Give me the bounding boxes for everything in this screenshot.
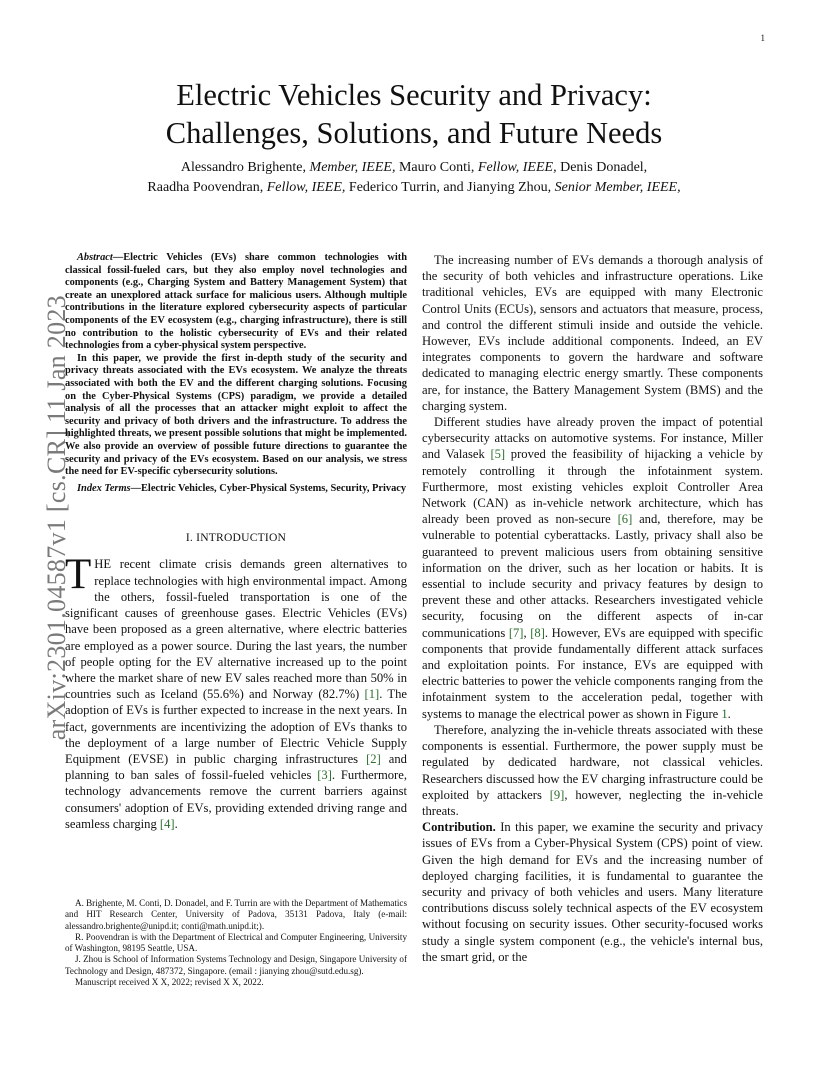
paper-title bbox=[100, 76, 728, 152]
author-conti: Mauro Conti, bbox=[395, 160, 478, 175]
author-brighente: Alessandro Brighente, bbox=[180, 160, 310, 175]
footnote-affiliation-2: R. Poovendran is with the Department of Electrical and Computer Engineering, University of Washington, 98195 Seattle, USA. bbox=[65, 931, 407, 954]
footnote-affiliation-3: J. Zhou is School of Information Systems Technology and Design, Singapore University of Technology and Design, 487372, Singapore. (email : jianying zhou@sutd.edu.sg). bbox=[65, 954, 407, 976]
intro-paragraph-1: THE recent climate crisis demands green alternatives to replace technologies with high environmental impact. Among the others, fossil-fueled transportation is one of the significant causes of greenhouse gases. Electric Vehicles (EVs) have been proposed as a green alternative, where electric batteries are employed as a power source. During the last years, the number of people opting for the EV alternative increased up to the point where the market share of new EV sales reached more than 50% in countries such as Iceland (55.6%) and Norway (82.7%) [1]. The adoption of EVs is further expected to increase in the next years. In fact, governments are incentivizing the adoption of EVs thanks to the deployment of a large number of Electric Vehicle Supply Equipment (EVSE) in public charging infrastructures [2] and planning to ban sales of fossil-fueled vehicles [3]. Furthermore, technology advancements remove the current barriers against consumers' adoption of EVs, providing extended driving range and seamless charging [4]. bbox=[65, 551, 407, 831]
page-number: 1 bbox=[760, 33, 765, 43]
intro-paragraph-3: Different studies have already proven the impact of potential cybersecurity attacks on automotive systems. For instance, Miller and Valasek [5] proved the feasibility of hijacking a vehicle by remotely controlling it through the infotainment system. Furthermore, most existing vehicles exploit Controller Area Network (CAN) as in-vehicle network architecture, which has already been proved as non-secure [6] and, therefore, may be vulnerable to potential cyberattacks. Lastly, privacy shall also be guaranteed to prevent malicious users from obtaining sensitive information on the driver, such as her location or habits. It is essential to include security and privacy features by design to prevent these and other attacks. Researchers investigated vehicle security, focusing on the different aspects of in-car communications [7], [8]. However, EVs are equipped with specific components that provide fundamentally different attack surfaces and exploitation points. For instance, EVs are equipped with electric batteries to power the vehicle components ranging from the infotainment system to the acceleration pedal, together with systems to manage the electrical power as shown in Figure 1. bbox=[422, 415, 763, 721]
title-line-2: Challenges, Solutions, and Future Needs bbox=[165, 116, 663, 150]
intro-paragraph-4: Therefore, analyzing the in-vehicle threats associated with these components is essential. Furthermore, the power supply must be regulated by dedicated hardware, not classical vehicles. Researchers discussed how the EV charging infrastructure could be exploited by attackers [9], however, neglecting the in-vehicle threats. bbox=[422, 722, 764, 818]
citation-link[interactable]: [2] bbox=[366, 751, 381, 766]
author-role: Senior Member, IEEE, bbox=[554, 180, 681, 195]
right-column bbox=[422, 252, 763, 965]
title-line-1: Electric Vehicles Security and Privacy: bbox=[176, 78, 652, 112]
author-poovendran: Raadha Poovendran, bbox=[147, 180, 267, 195]
abstract bbox=[65, 252, 407, 479]
left-column bbox=[65, 252, 407, 832]
citation-link[interactable]: [9] bbox=[549, 787, 565, 802]
drop-cap: T bbox=[65, 551, 92, 599]
citation-link[interactable]: [4] bbox=[159, 816, 175, 831]
section-heading-introduction: I. INTRODUCTION bbox=[185, 531, 287, 545]
footnotes bbox=[65, 898, 407, 988]
footnote-affiliation-1: A. Brighente, M. Conti, D. Donadel, and F. Turrin are with the Department of Mathematics and HIT Research Center, University of Padova, 35131 Padova, Italy (e-mail: alessandro.brighente@unipd.it; conti@math.unipd.it;). bbox=[65, 898, 407, 931]
contribution-label: Contribution. bbox=[422, 820, 496, 835]
index-terms-label: Index Terms bbox=[77, 482, 131, 494]
citation-link[interactable]: [8] bbox=[530, 625, 545, 640]
citation-link[interactable]: [1] bbox=[364, 687, 380, 702]
intro-paragraph-2: The increasing number of EVs demands a thorough analysis of the security of both vehicles and infrastructure operations. Like traditional vehicles, EVs are equipped with many Electronic Control Units (ECUs), sensors and actuators that measure, process, and control the different stimuli inside and outside the vehicle. However, EVs include additional components. Indeed, an EV integrates components to govern the hardware and software dedicated to managing electric energy smartly. These components are, for instance, the Battery Management System (BMS) and the charging system. bbox=[422, 253, 763, 413]
citation-link[interactable]: [3] bbox=[317, 768, 332, 783]
author-list bbox=[80, 158, 748, 198]
author-role: Fellow, IEEE, bbox=[266, 180, 346, 195]
citation-link[interactable]: [7] bbox=[508, 625, 524, 640]
author-donadel: Denis Donadel, bbox=[556, 160, 648, 175]
citation-link[interactable]: [6] bbox=[617, 512, 633, 527]
figure-link[interactable]: 1 bbox=[721, 706, 728, 721]
author-role: Member, IEEE, bbox=[309, 160, 396, 175]
abstract-paragraph-1: Abstract—Electric Vehicles (EVs) share common technologies with classical fossil-fueled cars, but they also employ novel technologies and components (e.g., Charging System and Battery Management System) that create an unexplored attack surface for malicious users. Although multiple contributions in the literature explored cybersecurity aspects of particular components of the EV ecosystem (e.g., charging infrastructure), there is still no contribution to the holistic cybersecurity of EVs and their related technologies from a cyber-physical system perspective. bbox=[65, 252, 407, 352]
author-role: Fellow, IEEE, bbox=[477, 160, 557, 175]
contribution-paragraph: Contribution. In this paper, we examine the security and privacy issues of EVs from a Cyber-Physical System (CPS) point of view. Given the high demand for EVs and the increasing number of deployed charging facilities, it is fundamental to guarantee the security and privacy of both vehicles and users. Many literature contributions discuss solely technical aspects of the EV ecosystem without focusing on security issues. Other security-focused works study a single system component (e.g., the vehicle's internal bus, the smart grid, or the bbox=[422, 820, 763, 964]
author-turrin-zhou: Federico Turrin, and Jianying Zhou, bbox=[345, 180, 555, 195]
abstract-label: Abstract bbox=[77, 252, 113, 263]
citation-link[interactable]: [5] bbox=[490, 447, 506, 462]
arxiv-identifier: arXiv:2301.04587v1 [cs.CR] 11 Jan 2023 bbox=[42, 295, 71, 741]
index-terms: Index Terms—Electric Vehicles, Cyber-Physical Systems, Security, Privacy bbox=[77, 482, 407, 494]
footnote-manuscript: Manuscript received X X, 2022; revised X X, 2022. bbox=[75, 977, 264, 988]
abstract-paragraph-2: In this paper, we provide the first in-depth study of the security and privacy threats associated with the EVs ecosystem. We analyze the threats associated with both the EV and the different charging solutions. Focusing on the Cyber-Physical Systems (CPS) paradigm, we provide a detailed analysis of all the processes that an attacker might exploit to affect the security and privacy of both drivers and the infrastructure. To address the highlighted threats, we present possible solutions that might be implemented. We also provide an overview of possible future directions to guarantee the security and privacy of the EVs ecosystem. Based on our analysis, we stress the need for EV-specific cybersecurity solutions. bbox=[65, 352, 407, 478]
